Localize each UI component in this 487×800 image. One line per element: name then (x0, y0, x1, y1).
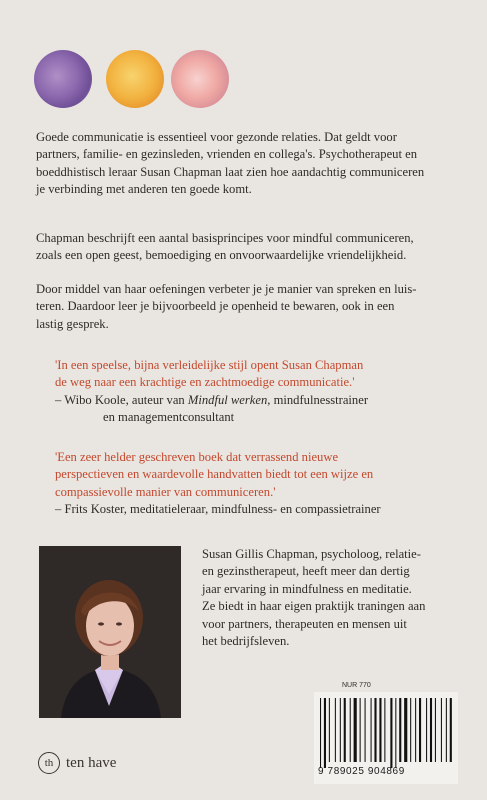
isbn-digits: 9 789025 904869 (318, 766, 405, 777)
barcode-bar (395, 698, 396, 768)
bio-line: jaar ervaring in mindfulness en meditatie. (202, 581, 412, 596)
quote-source-prefix: – Wibo Koole, auteur van (55, 392, 188, 407)
author-photo (39, 546, 181, 718)
quote-line: de weg naar een krachtige en zachtmoedige communicatie.' (55, 375, 355, 390)
barcode-bar (324, 698, 326, 768)
quote-source-suffix: , mindfulnesstrainer (267, 392, 369, 407)
exercises-paragraph (36, 281, 456, 333)
barcode-bar (399, 698, 401, 762)
intro-line: Goede communicatie is essentieel voor gezonde relaties. Dat geldt voor (36, 130, 397, 144)
barcode-bar (426, 698, 427, 762)
quote-source: – Frits Koster, meditatieleraar, mindfulness- en compassietrainer (55, 502, 381, 517)
exercises-line: teren. Daardoor leer je bijvoorbeeld je openheid te bewaren, ook in een (36, 299, 395, 314)
endorsement-quote-koster (55, 449, 465, 519)
intro-paragraph (36, 129, 456, 199)
intro-line: partners, familie- en gezinsleden, vrienden en collega's. Psychotherapeut en (36, 147, 417, 162)
bio-line: Susan Gillis Chapman, psycholoog, relatie- (202, 547, 421, 561)
quote-line: compassievolle manier van communiceren.' (55, 484, 276, 499)
barcode-bar (435, 698, 436, 762)
bio-line: het bedrijfsleven. (202, 634, 290, 649)
endorsement-quote-koole (55, 357, 465, 427)
barcode-bar (404, 698, 407, 762)
isbn-barcode (314, 692, 458, 784)
barcode-bar (379, 698, 381, 762)
barcode-bar (365, 698, 366, 762)
barcode-bar (374, 698, 376, 762)
exercises-line: Door middel van haar oefeningen verbeter je je manier van spreken en luis- (36, 282, 417, 296)
quote-source-line2: en managementconsultant (103, 410, 235, 425)
barcode-bar (446, 698, 447, 762)
barcode-bar (340, 698, 341, 762)
barcode-bar (441, 698, 442, 762)
publisher-logo: th (38, 752, 60, 774)
principles-line: zoals een open geest, bemoediging en onvoorwaardelijke vriendelijkheid. (36, 248, 407, 263)
quote-line: 'Een zeer helder geschreven boek dat verrassend nieuwe (55, 450, 339, 464)
quote-line: perspectieven en waardevolle handvatten biedt tot een wijze en (55, 467, 374, 482)
intro-line: boeddhistisch leraar Susan Chapman laat zien hoe aandachtig communiceren (36, 164, 425, 179)
publisher-name: ten have (66, 754, 117, 771)
barcode-bar (419, 698, 421, 762)
exercises-line: lastig gesprek. (36, 316, 109, 331)
barcode-bar (390, 698, 392, 768)
principles-paragraph (36, 230, 456, 265)
watercolor-dots (34, 50, 224, 112)
pink-watercolor-dot (171, 50, 229, 108)
barcode-bar (415, 698, 416, 762)
barcode-bar (350, 698, 351, 762)
barcode-bar (320, 698, 321, 768)
nur-code: NUR 770 (342, 682, 371, 689)
quote-source-title: Mindful werken (187, 392, 268, 407)
purple-watercolor-dot (34, 50, 92, 108)
bio-line: Ze biedt in haar eigen praktijk traningen aan (202, 599, 426, 614)
bio-line: voor partners, therapeuten en mensen uit (202, 616, 407, 631)
barcode-bar (410, 698, 411, 762)
barcode-bar (384, 698, 385, 762)
author-bio (202, 546, 467, 650)
barcode-bars (320, 698, 452, 768)
author-portrait-illustration (39, 546, 181, 718)
bio-line: en gezinstherapeut, heeft meer dan dertig (202, 564, 410, 579)
intro-line: je verbinding met anderen ten goede komt. (36, 182, 252, 197)
principles-line: Chapman beschrijft een aantal basisprincipes voor mindful communiceren, (36, 231, 414, 245)
barcode-bar (354, 698, 357, 762)
barcode-bar (335, 698, 336, 762)
orange-watercolor-dot (106, 50, 164, 108)
barcode-bar (371, 698, 372, 762)
barcode-bar (430, 698, 432, 762)
publisher-mark (38, 752, 116, 774)
quote-source (55, 393, 368, 407)
barcode-bar (329, 698, 330, 762)
barcode-bar (360, 698, 361, 762)
barcode-bar (450, 698, 452, 762)
barcode-bar (344, 698, 346, 762)
quote-line: 'In een speelse, bijna verleidelijke stijl opent Susan Chapman (55, 358, 364, 372)
